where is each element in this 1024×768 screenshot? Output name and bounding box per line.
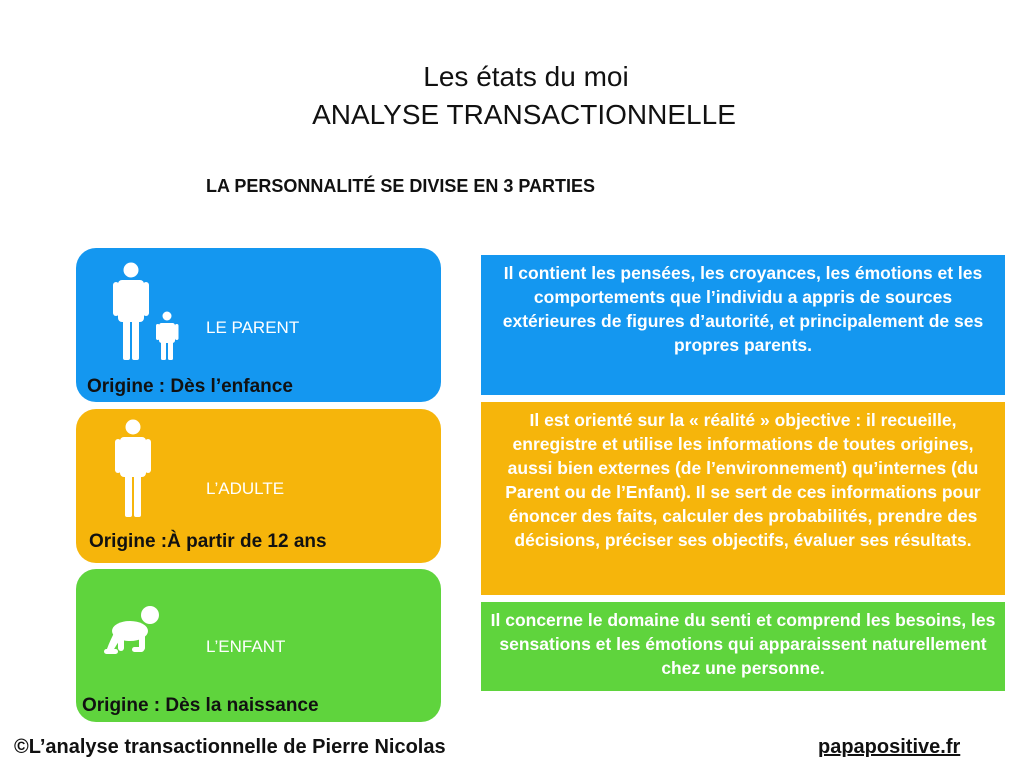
- adult-and-child-icon: [112, 262, 182, 362]
- parent-state-label: LE PARENT: [206, 318, 300, 337]
- adult-state-card: [76, 409, 441, 563]
- origin-prefix: Origine :: [82, 695, 161, 716]
- crawling-baby-icon: [104, 605, 166, 657]
- origin-prefix: Origine :: [87, 376, 166, 397]
- origin-value: Dès la naissance: [165, 695, 319, 716]
- page-title-line-2: ANALYSE TRANSACTIONNELLE: [312, 99, 736, 130]
- page-title-line-1: Les états du moi: [423, 61, 629, 92]
- parent-description: Il contient les pensées, les croyances, les émotions et les comportements que l’individu a appris de sources extérieures de figures d’autorité, et principalement de ses propres parents.: [481, 255, 1005, 395]
- origin-prefix: Origine :: [89, 531, 168, 552]
- adult-description: Il est orienté sur la « réalité » objective : il recueille, enregistre et utilise les informations de toutes origines, aussi bien externes (de l’environnement) qu’internes (du Parent ou de l’Enfant). Il se sert de ces informations pour énoncer des faits, calculer des probabilités, prendre des décisions, préciser ses objectifs, évaluer ses résultats.: [481, 402, 1005, 595]
- child-origin: [82, 695, 319, 717]
- child-state-card: [76, 569, 441, 722]
- adult-state-label: L’ADULTE: [206, 479, 285, 498]
- parent-state-card: [76, 248, 441, 402]
- copyright-notice: ©L’analyse transactionnelle de Pierre Nicolas: [14, 736, 446, 758]
- parent-origin: [87, 376, 293, 398]
- origin-value: Dès l’enfance: [170, 376, 293, 397]
- website-link[interactable]: papapositive.fr: [818, 736, 961, 758]
- child-state-label: L’ENFANT: [206, 637, 286, 656]
- adult-origin: [89, 531, 327, 553]
- page-subtitle: LA PERSONNALITÉ SE DIVISE EN 3 PARTIES: [206, 176, 596, 196]
- adult-person-icon: [114, 419, 154, 519]
- child-description: Il concerne le domaine du senti et comprend les besoins, les sensations et les émotions qui apparaissent naturellement chez une personne.: [481, 602, 1005, 691]
- origin-value: À partir de 12 ans: [167, 531, 327, 552]
